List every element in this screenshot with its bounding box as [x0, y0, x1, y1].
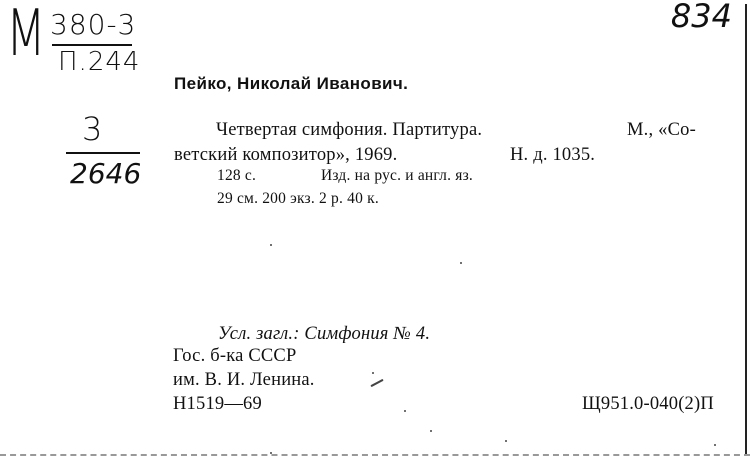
speck — [505, 440, 507, 442]
inventory-rule — [66, 152, 140, 154]
library-name-line2: им. В. И. Ленина. — [173, 370, 315, 390]
place-line: М., «Со- — [627, 120, 696, 140]
language-note: Изд. на рус. и англ. яз. — [321, 167, 473, 184]
card-bottom-edge — [0, 454, 750, 457]
pages-line: 128 с. — [217, 167, 257, 184]
corner-handwritten-number: 834 — [670, 0, 732, 35]
speck — [372, 372, 374, 374]
card-right-edge — [745, 4, 747, 454]
speck — [270, 244, 272, 246]
author-heading: Пейко, Николай Иванович. — [174, 74, 409, 93]
classification-code: Щ951.0-040(2)П — [582, 394, 714, 414]
speck — [714, 444, 716, 446]
inventory-number-top: 3 — [82, 110, 103, 148]
conventional-title-note: Усл. загл.: Симфония № 4. — [218, 324, 431, 344]
publisher-line: ветский композитор», 1969. — [174, 145, 398, 165]
speck — [404, 410, 406, 412]
library-name-line1: Гос. б-ка СССР — [173, 346, 297, 366]
speck — [460, 262, 462, 264]
speck — [270, 452, 272, 454]
size-price-line: 29 см. 200 экз. 2 р. 40 к. — [217, 190, 379, 207]
shelf-mark-top: 380-3 — [50, 8, 137, 41]
plate-number: Н. д. 1035. — [510, 145, 596, 165]
speck — [430, 430, 432, 432]
shelf-mark-rule — [52, 44, 132, 46]
shelf-mark-bottom: П.244 — [58, 47, 141, 77]
pencil-mark — [370, 379, 383, 387]
title-line: Четвертая симфония. Партитура. — [216, 120, 483, 140]
card-number: Н1519—69 — [173, 394, 262, 414]
handwritten-letter: М — [6, 0, 46, 71]
inventory-number-bottom: 2646 — [70, 157, 142, 190]
